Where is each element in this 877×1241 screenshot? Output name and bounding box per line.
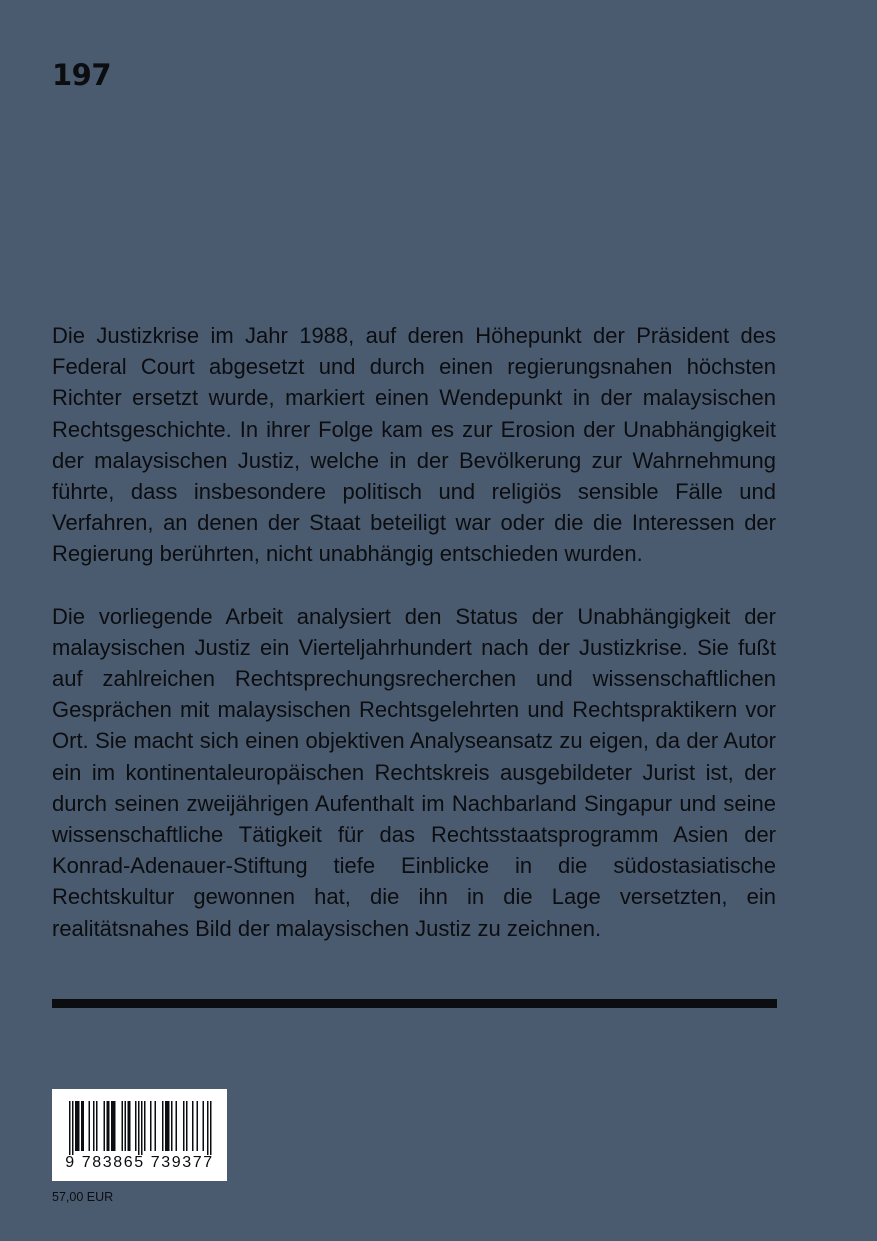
barcode-bar (162, 1101, 164, 1151)
barcode-bar (111, 1101, 113, 1151)
blurb-paragraph: Die Justizkrise im Jahr 1988, auf deren Höhepunkt der Präsident des Federal Court abgesetzt und durch einen regierungsnahen höchsten Richter ersetzt wurde, markiert einen Wendepunkt in der malaysischen Rechtsgeschichte. In ihrer Folge kam es zur Erosion der Unabhängigkeit der malaysischen Justiz, welche in der Bevölkerung zur Wahrnehmung führte, dass insbesondere politisch und religiös sensible Fälle und Verfahren, an denen der Staat beteiligt war oder die die Interessen der Regierung berührten, nicht unabhängig entschieden wurden. (52, 323, 776, 567)
isbn-barcode (52, 1089, 227, 1181)
barcode-bar (183, 1101, 185, 1151)
barcode-bar (150, 1101, 152, 1151)
barcode-bar (210, 1101, 212, 1155)
barcode-bar (165, 1101, 167, 1151)
barcode-bar (141, 1101, 143, 1155)
blurb-text (52, 320, 776, 944)
barcode-bar (207, 1101, 209, 1155)
barcode-bar (122, 1101, 124, 1151)
barcode-bar (171, 1101, 173, 1151)
barcode-bar (129, 1101, 131, 1151)
barcode-bar (113, 1101, 115, 1151)
barcode-bar (155, 1101, 157, 1151)
barcode-bar (96, 1101, 98, 1151)
barcode-bar (114, 1101, 116, 1151)
barcode-bar (197, 1101, 199, 1151)
barcode-bar (81, 1101, 83, 1151)
barcode-bar (203, 1101, 205, 1151)
series-number: 197 (52, 58, 112, 92)
barcode-bar (138, 1101, 140, 1155)
barcode-bar (128, 1101, 130, 1151)
barcode-bar (107, 1101, 109, 1151)
barcode-bar (75, 1101, 77, 1151)
barcode-bar (93, 1101, 95, 1151)
divider-rule (52, 999, 777, 1008)
barcode-bar (89, 1101, 91, 1151)
barcode-bar (69, 1101, 71, 1155)
barcode-bar (144, 1101, 146, 1151)
barcode-bar (192, 1101, 194, 1151)
barcode-bar (167, 1101, 169, 1151)
barcode-bar (78, 1101, 80, 1151)
barcode-bar (72, 1101, 74, 1155)
barcode-bar (176, 1101, 178, 1151)
barcode-bar (104, 1101, 106, 1151)
barcode-bar (135, 1101, 137, 1151)
barcode-bars (52, 1089, 227, 1155)
price-label: 57,00 EUR (52, 1190, 114, 1204)
barcode-bar (168, 1101, 170, 1151)
barcode-bar (108, 1101, 110, 1151)
barcode-bar (77, 1101, 79, 1151)
barcode-bar (125, 1101, 127, 1151)
blurb-paragraph: Die vorliegende Arbeit analysiert den Status der Unabhängigkeit der malaysischen Justiz ein Vierteljahrhundert nach der Justizkrise. Sie fußt auf zahlreichen Rechtsprechungsrecherchen und wissenschaftlichen Gesprächen mit malaysischen Rechtsgelehrten und Rechtspraktikern vor Ort. Sie macht sich einen objektiven Analyseansatz zu eigen, da der Autor ein im kontinentaleuropäischen Rechtskreis ausgebildeter Jurist ist, der durch seinen zweijährigen Aufenthalt im Nachbarland Singapur und seine wissenschaftliche Tätigkeit für das Rechtsstaatsprogramm Asien der Konrad-Adenauer-Stiftung tiefe Einblicke in die südostasiatische Rechtskultur gewonnen hat, die ihn in die Lage versetzten, ein realitätsnahes Bild der malaysischen Justiz zu zeichnen. (52, 603, 776, 941)
isbn-digits: 9 783865 739377 (65, 1154, 214, 1171)
barcode-bar (83, 1101, 85, 1151)
barcode-bar (186, 1101, 188, 1151)
